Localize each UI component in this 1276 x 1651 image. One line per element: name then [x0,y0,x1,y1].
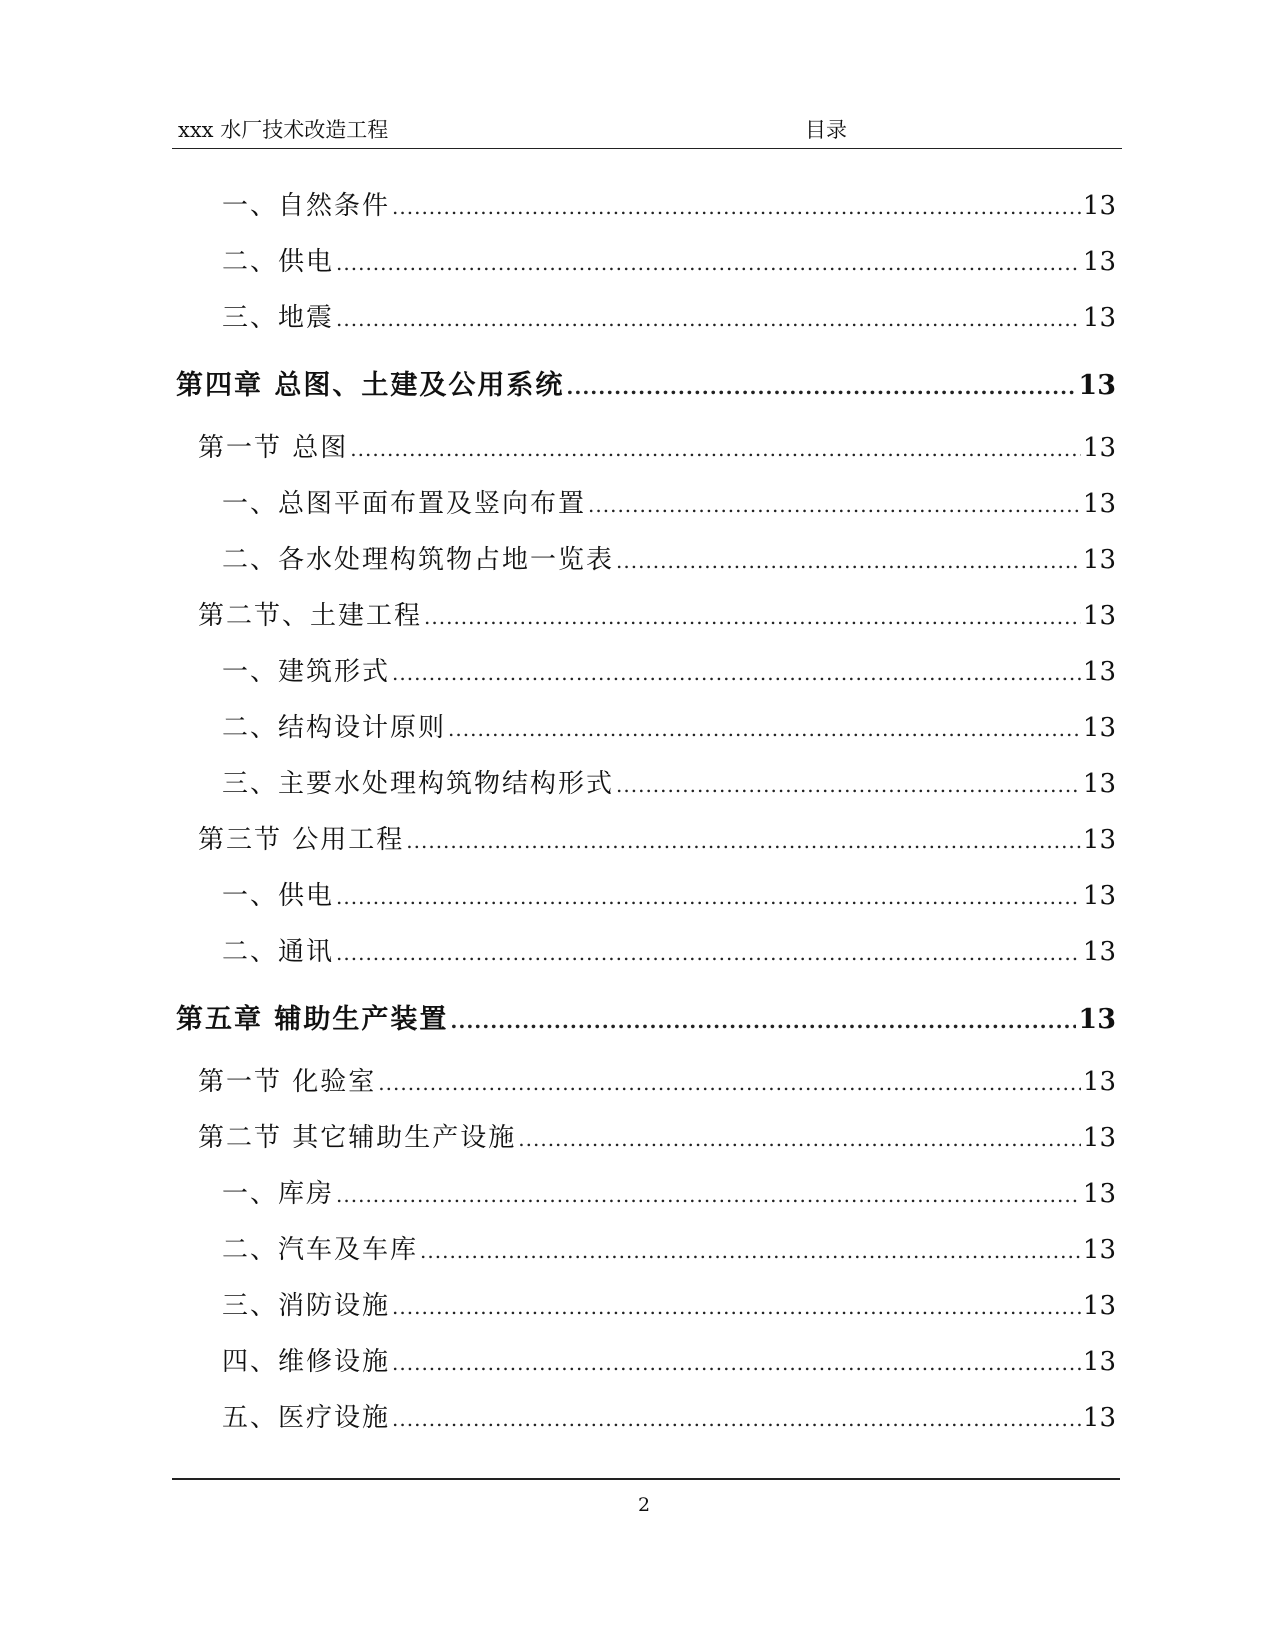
toc-dot-leader [392,1335,1081,1391]
page-number: 2 [637,1494,651,1516]
toc-entry-page-number: 13 [1082,657,1116,687]
toc-dot-leader [378,1055,1081,1111]
toc-entry-label: 二、汽车及车库 [222,1235,419,1265]
toc-subsection-entry[interactable] [172,700,1120,756]
toc-subsection-entry[interactable] [172,644,1120,700]
toc-dot-leader [392,1391,1081,1447]
toc-entry-label: 第五章 辅助生产装置 [176,1004,449,1035]
toc-subsection-entry[interactable] [172,1166,1120,1222]
toc-entry-label: 五、医疗设施 [222,1403,391,1433]
toc-entry-page-number: 13 [1082,601,1116,631]
toc-entry-page-number: 13 [1082,769,1116,799]
toc-entry-page-number: 13 [1082,1347,1116,1377]
header-section-title: 目录 [805,118,847,142]
toc-dot-leader [420,1223,1081,1279]
toc-entry-page-number: 13 [1078,1004,1116,1035]
toc-entry-page-number: 13 [1082,191,1116,221]
toc-entry-page-number: 13 [1082,937,1116,967]
toc-subsection-entry[interactable] [172,756,1120,812]
toc-entry-label: 一、总图平面布置及竖向布置 [222,489,587,519]
toc-dot-leader [616,757,1081,813]
toc-dot-leader [392,1279,1081,1335]
table-of-contents [172,178,1120,1446]
toc-entry-label: 一、自然条件 [222,191,391,221]
toc-dot-leader [336,925,1081,981]
toc-subsection-entry[interactable] [172,868,1120,924]
toc-entry-label: 第一节 总图 [198,433,349,463]
toc-entry-page-number: 13 [1082,1235,1116,1265]
toc-entry-label: 一、库房 [222,1179,335,1209]
toc-entry-label: 三、消防设施 [222,1291,391,1321]
toc-section-entry[interactable] [172,1054,1120,1110]
toc-subsection-entry[interactable] [172,178,1120,234]
page-header [172,112,1122,149]
toc-subsection-entry[interactable] [172,1390,1120,1446]
toc-dot-leader [588,477,1081,533]
toc-subsection-entry[interactable] [172,532,1120,588]
toc-dot-leader [406,813,1081,869]
toc-entry-label: 四、维修设施 [222,1347,391,1377]
toc-dot-leader [336,1167,1081,1223]
toc-dot-leader [336,291,1081,347]
toc-subsection-entry[interactable] [172,1334,1120,1390]
toc-subsection-entry[interactable] [172,1222,1120,1278]
toc-entry-page-number: 13 [1082,1291,1116,1321]
header-document-title: xxx 水厂技术改造工程 [178,118,389,142]
toc-entry-label: 一、建筑形式 [222,657,391,687]
toc-dot-leader [448,701,1081,757]
toc-entry-page-number: 13 [1082,489,1116,519]
toc-dot-leader [350,421,1081,477]
toc-entry-page-number: 13 [1082,881,1116,911]
toc-section-entry[interactable] [172,1110,1120,1166]
toc-entry-label: 二、通讯 [222,937,335,967]
toc-dot-leader [392,645,1081,701]
footer-divider [172,1478,1120,1480]
toc-entry-label: 第二节 其它辅助生产设施 [198,1123,517,1153]
toc-entry-page-number: 13 [1078,370,1116,401]
toc-chapter-entry[interactable] [172,352,1120,420]
toc-dot-leader [392,179,1081,235]
toc-subsection-entry[interactable] [172,234,1120,290]
toc-section-entry[interactable] [172,812,1120,868]
toc-dot-leader [424,589,1081,645]
toc-subsection-entry[interactable] [172,476,1120,532]
toc-chapter-entry[interactable] [172,986,1120,1054]
toc-entry-label: 第一节 化验室 [198,1067,377,1097]
toc-entry-page-number: 13 [1082,713,1116,743]
toc-entry-page-number: 13 [1082,247,1116,277]
toc-entry-label: 三、主要水处理构筑物结构形式 [222,769,615,799]
toc-dot-leader [450,987,1076,1055]
toc-entry-page-number: 13 [1082,303,1116,333]
toc-subsection-entry[interactable] [172,924,1120,980]
toc-entry-page-number: 13 [1082,545,1116,575]
toc-subsection-entry[interactable] [172,290,1120,346]
toc-dot-leader [336,869,1081,925]
toc-entry-label: 二、各水处理构筑物占地一览表 [222,545,615,575]
toc-dot-leader [616,533,1081,589]
toc-entry-label: 二、结构设计原则 [222,713,447,743]
toc-section-entry[interactable] [172,420,1120,476]
toc-entry-page-number: 13 [1082,1067,1116,1097]
toc-dot-leader [336,235,1081,291]
toc-entry-label: 三、地震 [222,303,335,333]
toc-subsection-entry[interactable] [172,1278,1120,1334]
toc-entry-label: 第四章 总图、土建及公用系统 [176,370,565,401]
toc-entry-label: 第二节、土建工程 [198,601,423,631]
toc-entry-page-number: 13 [1082,1123,1116,1153]
toc-section-entry[interactable] [172,588,1120,644]
toc-dot-leader [518,1111,1081,1167]
toc-dot-leader [566,353,1076,421]
toc-entry-page-number: 13 [1082,825,1116,855]
toc-entry-page-number: 13 [1082,1179,1116,1209]
toc-entry-page-number: 13 [1082,433,1116,463]
toc-entry-label: 一、供电 [222,881,335,911]
toc-entry-label: 第三节 公用工程 [198,825,405,855]
toc-entry-page-number: 13 [1082,1403,1116,1433]
toc-entry-label: 二、供电 [222,247,335,277]
